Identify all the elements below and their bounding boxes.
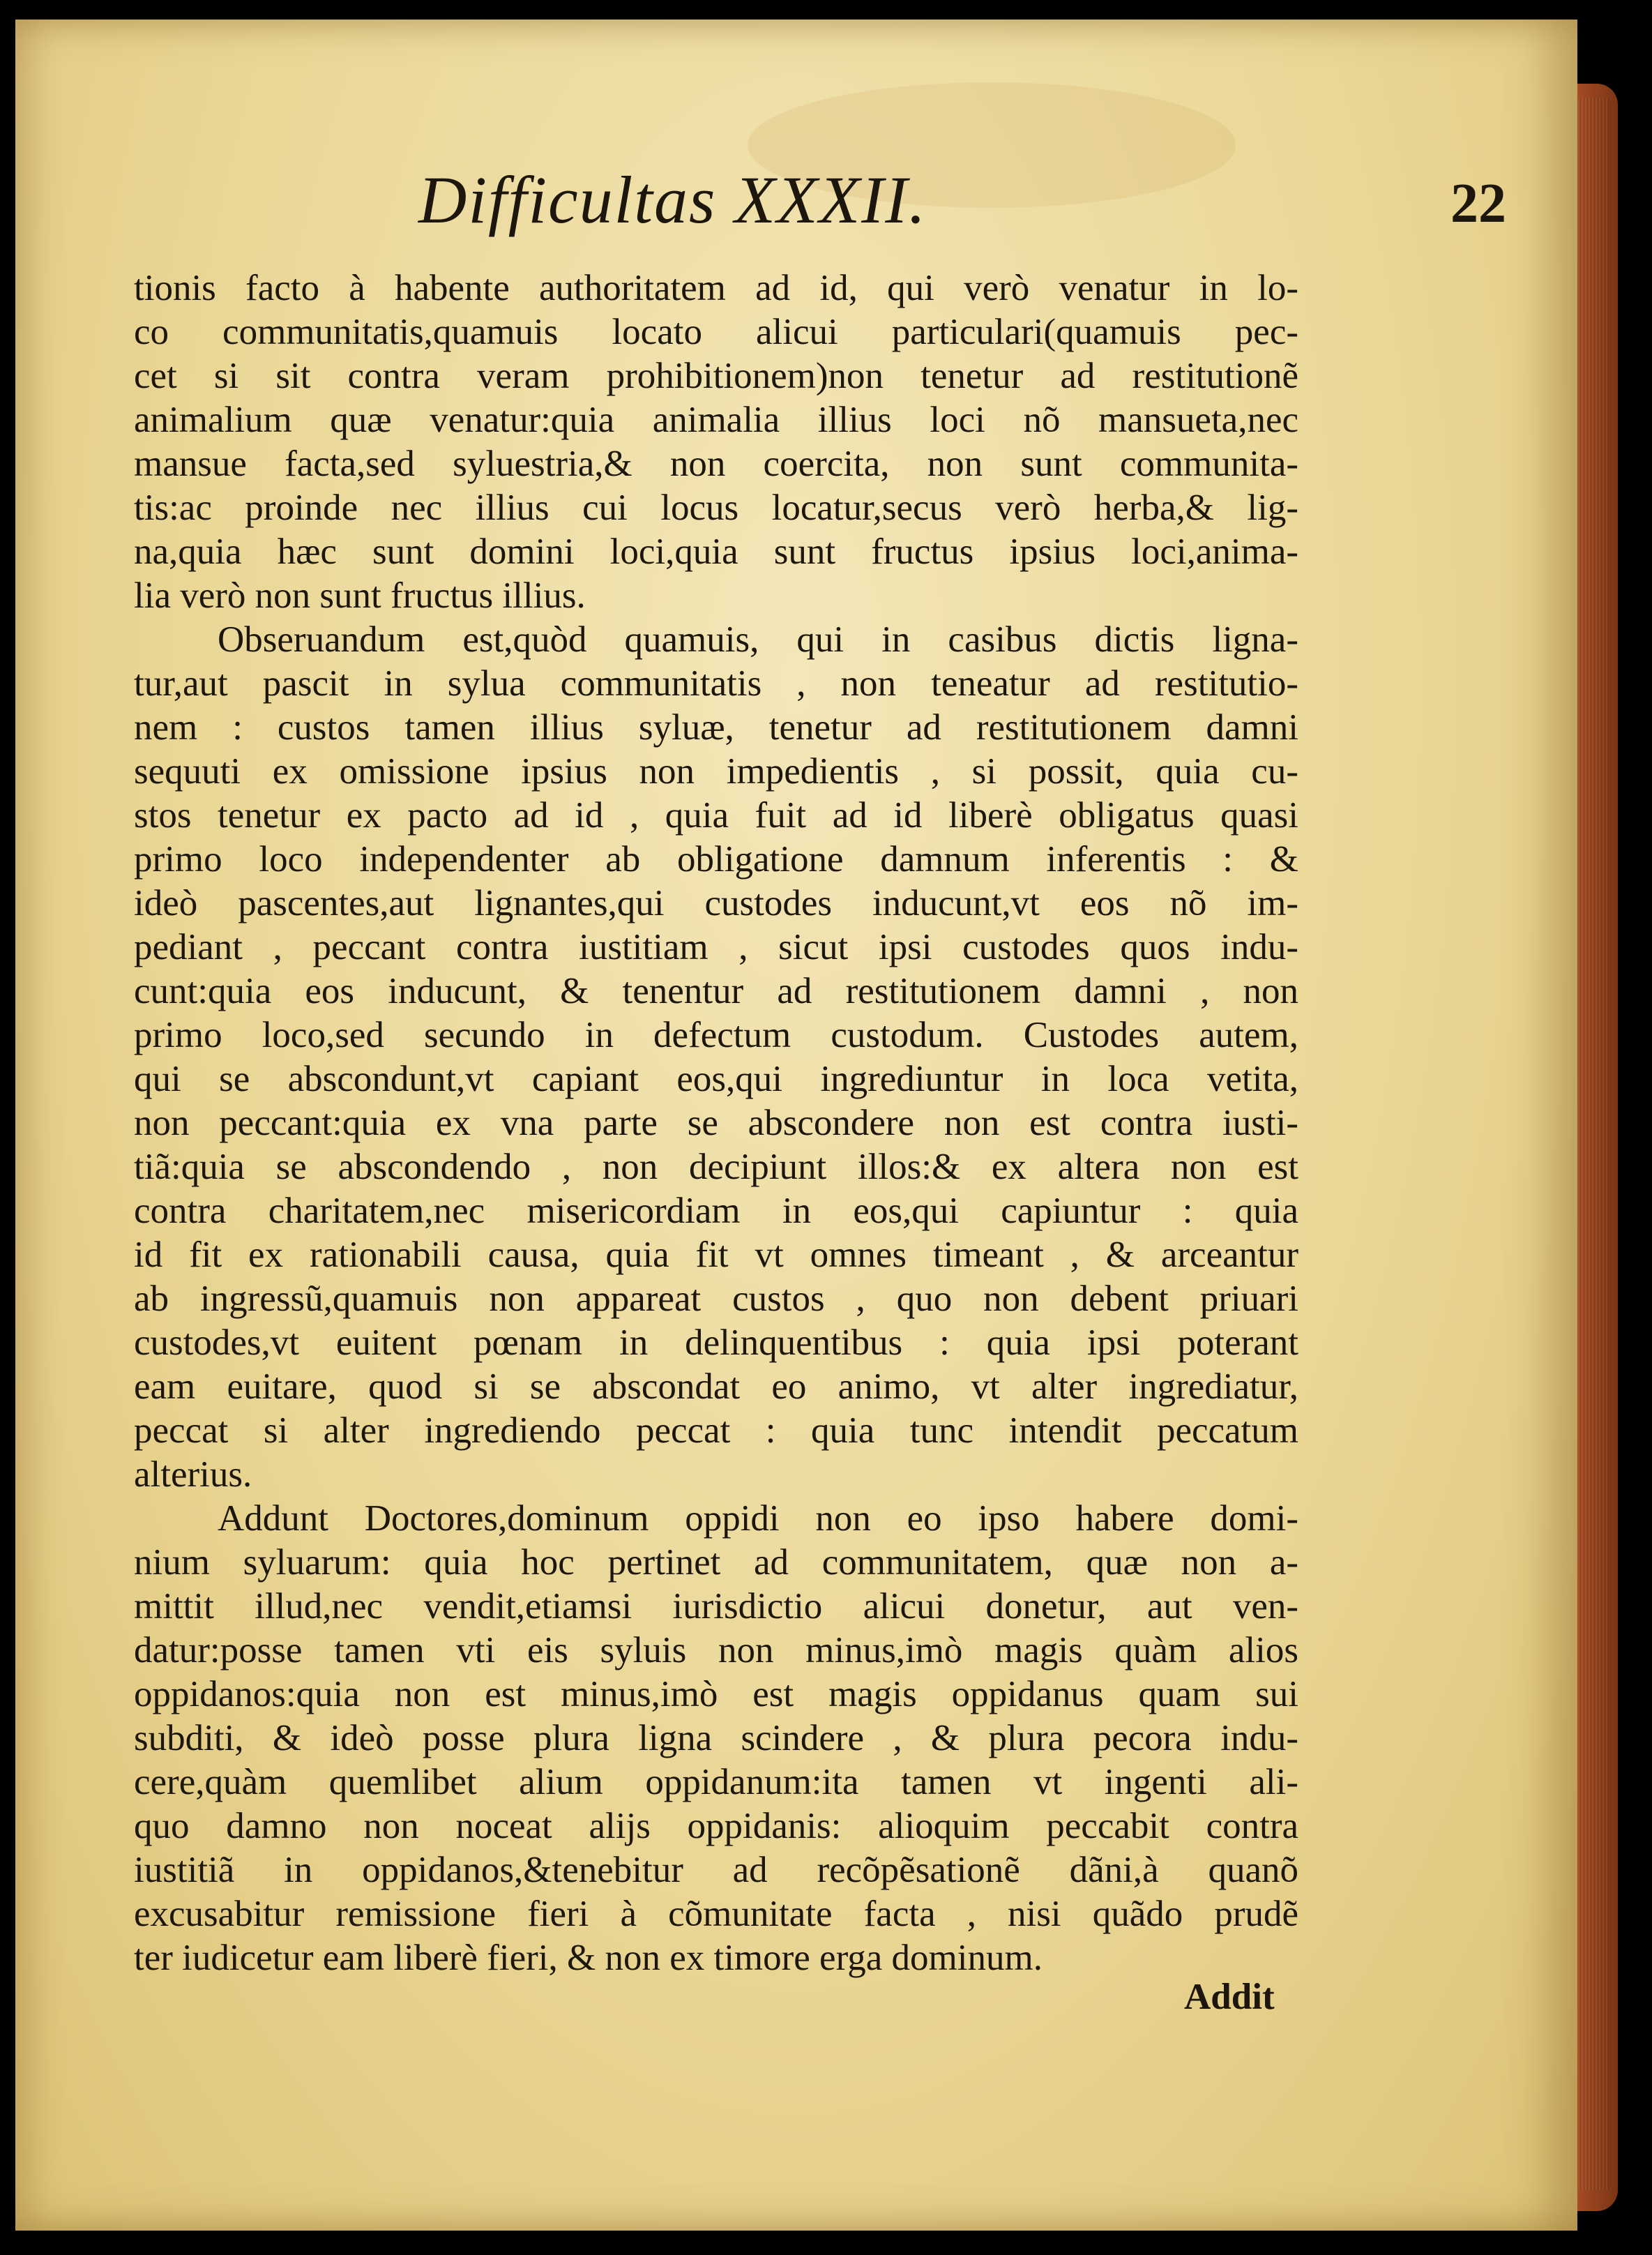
- text-line: primo loco,sed secundo in defectum custodum. Custodes autem,: [134, 1015, 1298, 1055]
- body-text: [134, 266, 1298, 1980]
- text-line: cunt:quia eos inducunt, & tenentur ad restitutionem damni , non: [134, 971, 1298, 1011]
- text-line: alterius.: [134, 1454, 252, 1495]
- text-line: eam euitare, quod si se abscondat eo animo, vt alter ingrediatur,: [134, 1366, 1298, 1407]
- catchword: Addit: [1184, 1977, 1275, 2017]
- text-line: cet si sit contra veram prohibitionem)non tenetur ad restitutionẽ: [134, 356, 1298, 396]
- paragraph: [134, 1497, 1298, 1980]
- text-line: cere,quàm quemlibet alium oppidanum:ita tamen vt ingenti ali-: [134, 1762, 1298, 1802]
- paragraph: [134, 266, 1298, 618]
- text-line: qui se abscondunt,vt capiant eos,qui ingrediuntur in loca vetita,: [134, 1059, 1298, 1099]
- text-line: tur,aut pascit in sylua communitatis , non teneatur ad restitutio-: [134, 663, 1298, 704]
- text-line: peccat si alter ingrediendo peccat : quia tunc intendit peccatum: [134, 1410, 1298, 1451]
- text-line: id fit ex rationabili causa, quia fit vt omnes timeant , & arceantur: [134, 1235, 1298, 1275]
- text-line: nium syluarum: quia hoc pertinet ad communitatem, quæ non a-: [134, 1542, 1298, 1583]
- text-line: lia verò non sunt fructus illius.: [134, 575, 586, 616]
- text-line: datur:posse tamen vti eis syluis non minus,imò magis quàm alios: [134, 1630, 1298, 1670]
- text-line: pediant , peccant contra iustitiam , sicut ipsi custodes quos indu-: [134, 927, 1298, 967]
- text-line: co communitatis,quamuis locato alicui particulari(quamuis pec-: [134, 312, 1298, 352]
- text-line: custodes,vt euitent pœnam in delinquentibus : quia ipsi poterant: [134, 1322, 1298, 1363]
- text-line: primo loco independenter ab obligatione damnum inferentis : &: [134, 839, 1298, 880]
- text-line: subditi, & ideò posse plura ligna scindere , & plura pecora indu-: [134, 1718, 1298, 1758]
- text-line: ter iudicetur eam liberè fieri, & non ex timore erga dominum.: [134, 1938, 1043, 1978]
- text-line: sequuti ex omissione ipsius non impedientis , si possit, quia cu-: [134, 751, 1298, 792]
- text-line: mittit illud,nec vendit,etiamsi iurisdictio alicui donetur, aut ven-: [134, 1586, 1298, 1627]
- text-line: oppidanos:quia non est minus,imò est magis oppidanus quam sui: [134, 1674, 1298, 1714]
- paragraph: [134, 618, 1298, 1497]
- text-line: tionis facto à habente authoritatem ad id, qui verò venatur in lo-: [134, 268, 1298, 308]
- text-line: quo damno non noceat alijs oppidanis: alioquim peccabit contra: [134, 1806, 1298, 1846]
- text-line: contra charitatem,nec misericordiam in eos,qui capiuntur : quia: [134, 1191, 1298, 1231]
- text-line: non peccant:quia ex vna parte se abscondere non est contra iusti-: [134, 1103, 1298, 1143]
- page-header: [418, 162, 1548, 246]
- text-line: Obseruandum est,quòd quamuis, qui in casibus dictis ligna-: [218, 619, 1298, 660]
- text-line: animalium quæ venatur:quia animalia illius loci nõ mansueta,nec: [134, 400, 1298, 440]
- text-line: nem : custos tamen illius syluæ, tenetur ad restitutionem damni: [134, 707, 1298, 748]
- text-line: na,quia hæc sunt domini loci,quia sunt fructus ipsius loci,anima-: [134, 531, 1298, 572]
- text-line: Addunt Doctores,dominum oppidi non eo ipso habere domi-: [218, 1498, 1298, 1539]
- page-number: 22: [1450, 173, 1506, 234]
- text-line: excusabitur remissione fieri à cõmunitate facta , nisi quãdo prudẽ: [134, 1894, 1298, 1934]
- text-line: tis:ac proinde nec illius cui locus locatur,secus verò herba,& lig-: [134, 488, 1298, 528]
- text-line: stos tenetur ex pacto ad id , quia fuit ad id liberè obligatus quasi: [134, 795, 1298, 836]
- text-line: tiã:quia se abscondendo , non decipiunt illos:& ex altera non est: [134, 1147, 1298, 1187]
- text-line: ab ingressũ,quamuis non appareat custos , quo non debent priuari: [134, 1279, 1298, 1319]
- text-line: iustitiã in oppidanos,&tenebitur ad recõpẽsationẽ dãni,à quanõ: [134, 1850, 1298, 1890]
- text-line: ideò pascentes,aut lignantes,qui custodes inducunt,vt eos nõ im-: [134, 883, 1298, 923]
- text-line: mansue facta,sed syluestria,& non coercita, non sunt communita-: [134, 444, 1298, 484]
- running-head: Difficultas XXXII.: [418, 163, 927, 237]
